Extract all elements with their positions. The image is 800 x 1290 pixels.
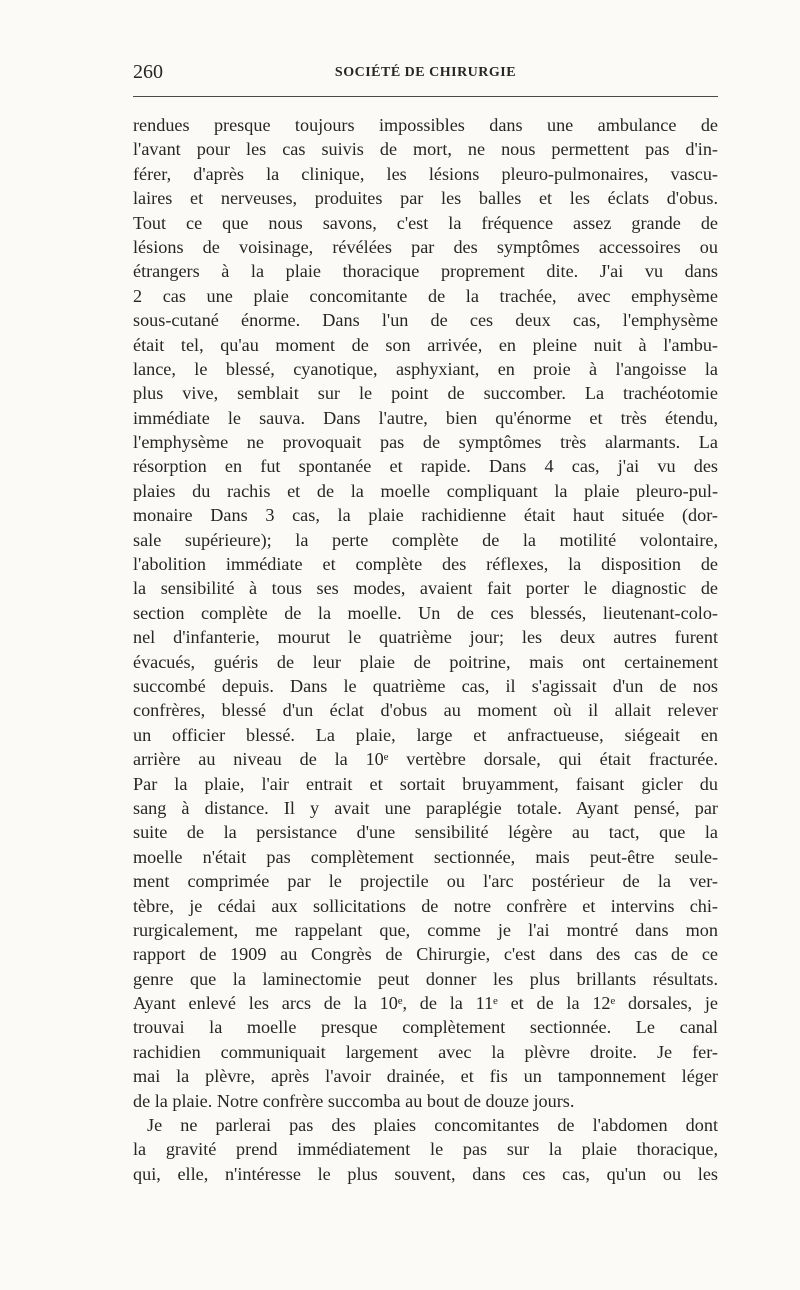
text-line: 2 cas une plaie concomitante de la trachée, avec emphysème: [133, 285, 718, 306]
text-line: Je ne parlerai pas des plaies concomitantes de l'abdomen dont: [147, 1115, 718, 1136]
text-line: suite de la persistance d'une sensibilité légère au tact, que la: [133, 822, 718, 843]
running-title: SOCIÉTÉ DE CHIRURGIE: [334, 65, 517, 80]
paragraph: [133, 1113, 718, 1186]
text-line: ment comprimée par le projectile ou l'arc postérieur de la ver-: [133, 871, 718, 892]
header-rule: [133, 96, 718, 97]
text-line: succombé depuis. Dans le quatrième cas, il s'agissait d'un de nos: [133, 675, 718, 696]
text-line: section complète de la moelle. Un de ces blessés, lieutenant-colo-: [133, 602, 718, 623]
text-line: lésions de voisinage, révélées par des symptômes accessoires ou: [133, 236, 718, 257]
body-text: [133, 113, 718, 1186]
text-line: plaies du rachis et de la moelle compliquant la plaie pleuro-pul-: [133, 480, 718, 501]
text-line: sang à distance. Il y avait une paraplégie totale. Ayant pensé, par: [133, 797, 718, 818]
text-line: sale supérieure); la perte complète de la motilité volontaire,: [133, 529, 718, 550]
text-line: l'avant pour les cas suivis de mort, ne nous permettent pas d'in-: [133, 139, 718, 160]
text-line: l'abolition immédiate et complète des réflexes, la disposition de: [133, 554, 718, 575]
text-line: laires et nerveuses, produites par les balles et les éclats d'obus.: [133, 188, 718, 209]
text-line: la gravité prend immédiatement le pas sur la plaie thoracique,: [133, 1139, 718, 1160]
page-number: 260: [133, 61, 163, 83]
text-line: qui, elle, n'intéresse le plus souvent, dans ces cas, qu'un ou les: [133, 1163, 718, 1184]
text-line: résorption en fut spontanée et rapide. Dans 4 cas, j'ai vu des: [133, 456, 718, 477]
text-line: sous-cutané énorme. Dans l'un de ces deux cas, l'emphysème: [133, 310, 718, 331]
text-line: rapport de 1909 au Congrès de Chirurgie, c'est dans des cas de ce: [133, 944, 718, 965]
text-line: trouvai la moelle presque complètement sectionnée. Le canal: [133, 1017, 718, 1038]
text-line: rachidien communiquait largement avec la plèvre droite. Je fer-: [133, 1041, 718, 1062]
text-line: de la plaie. Notre confrère succomba au bout de douze jours.: [133, 1090, 575, 1111]
text-line: plus vive, semblait sur le point de succomber. La trachéotomie: [133, 383, 718, 404]
text-line: rendues presque toujours impossibles dans une ambulance de: [133, 115, 718, 135]
text-line: férer, d'après la clinique, les lésions pleuro-pulmonaires, vascu-: [133, 163, 718, 184]
text-line: évacués, guéris de leur plaie de poitrine, mais ont certainement: [133, 651, 718, 672]
text-line: Par la plaie, l'air entrait et sortait bruyamment, faisant gicler du: [133, 773, 718, 794]
text-line: nel d'infanterie, mourut le quatrième jour; les deux autres furent: [133, 627, 718, 648]
paragraph: [133, 113, 718, 1113]
text-line: monaire Dans 3 cas, la plaie rachidienne était haut située (dor-: [133, 505, 718, 526]
text-line: confrères, blessé d'un éclat d'obus au moment où il allait relever: [133, 700, 718, 721]
text-line: était tel, qu'au moment de son arrivée, en pleine nuit à l'ambu-: [133, 334, 718, 355]
page-header: [133, 60, 718, 88]
text-line: la sensibilité à tous ses modes, avaient fait porter le diagnostic de: [133, 578, 718, 599]
text-line: l'emphysème ne provoquait pas de symptômes très alarmants. La: [133, 432, 718, 453]
text-line: étrangers à la plaie thoracique proprement dite. J'ai vu dans: [133, 261, 718, 282]
text-line: moelle n'était pas complètement sectionnée, mais peut-être seule-: [133, 846, 718, 867]
text-line: Tout ce que nous savons, c'est la fréquence assez grande de: [133, 212, 718, 233]
text-line: lance, le blessé, cyanotique, asphyxiant, en proie à l'angoisse la: [133, 358, 718, 379]
text-line: immédiate le sauva. Dans l'autre, bien qu'énorme et très étendu,: [133, 407, 718, 428]
text-line: rurgicalement, me rappelant que, comme je l'ai montré dans mon: [133, 919, 718, 940]
text-line: genre que la laminectomie peut donner les plus brillants résultats.: [133, 968, 718, 989]
text-line: arrière au niveau de la 10ᵉ vertèbre dorsale, qui était fracturée.: [133, 749, 718, 770]
text-line: Ayant enlevé les arcs de la 10ᵉ, de la 11ᵉ et de la 12ᵉ dorsales, je: [133, 993, 718, 1014]
text-line: un officier blessé. La plaie, large et anfractueuse, siégeait en: [133, 724, 718, 745]
text-line: tèbre, je cédai aux sollicitations de notre confrère et intervins chi-: [133, 895, 718, 916]
text-line: mai la plèvre, après l'avoir drainée, et fis un tamponnement léger: [133, 1066, 718, 1087]
